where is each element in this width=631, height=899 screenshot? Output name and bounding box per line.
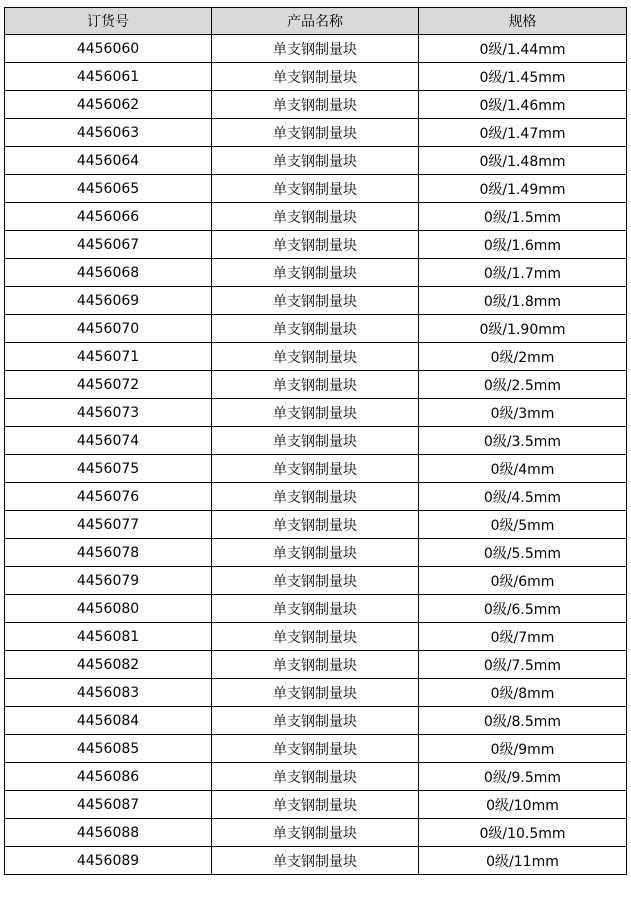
table-row (5, 147, 627, 175)
table-row (5, 735, 627, 763)
order-number-cell: 4456070 (5, 315, 212, 343)
header-specification: 规格 (419, 8, 627, 35)
order-number-cell: 4456086 (5, 763, 212, 791)
product-name-cell: 单支钢制量块 (212, 707, 419, 735)
table-row (5, 791, 627, 819)
product-name-cell: 单支钢制量块 (212, 511, 419, 539)
table-row (5, 847, 627, 875)
product-name-cell: 单支钢制量块 (212, 35, 419, 63)
table-row (5, 819, 627, 847)
table-row (5, 763, 627, 791)
order-number-cell: 4456081 (5, 623, 212, 651)
product-name-cell: 单支钢制量块 (212, 455, 419, 483)
order-number-cell: 4456062 (5, 91, 212, 119)
table-row (5, 91, 627, 119)
table-row (5, 455, 627, 483)
product-name-cell: 单支钢制量块 (212, 819, 419, 847)
product-name-cell: 单支钢制量块 (212, 399, 419, 427)
order-number-cell: 4456061 (5, 63, 212, 91)
table-row (5, 399, 627, 427)
product-name-cell: 单支钢制量块 (212, 847, 419, 875)
table-row (5, 707, 627, 735)
table-row (5, 567, 627, 595)
header-row (5, 8, 627, 35)
specification-cell: 0级/3mm (419, 399, 627, 427)
specification-cell: 0级/1.49mm (419, 175, 627, 203)
table-row (5, 259, 627, 287)
product-name-cell: 单支钢制量块 (212, 175, 419, 203)
specification-cell: 0级/1.6mm (419, 231, 627, 259)
order-number-cell: 4456089 (5, 847, 212, 875)
order-number-cell: 4456065 (5, 175, 212, 203)
table-row (5, 175, 627, 203)
product-name-cell: 单支钢制量块 (212, 567, 419, 595)
specification-cell: 0级/5.5mm (419, 539, 627, 567)
specification-cell: 0级/1.44mm (419, 35, 627, 63)
order-number-cell: 4456071 (5, 343, 212, 371)
product-name-cell: 单支钢制量块 (212, 539, 419, 567)
header-order-number: 订货号 (5, 8, 212, 35)
specification-cell: 0级/6.5mm (419, 595, 627, 623)
order-number-cell: 4456068 (5, 259, 212, 287)
specification-cell: 0级/9mm (419, 735, 627, 763)
product-name-cell: 单支钢制量块 (212, 623, 419, 651)
specification-cell: 0级/1.90mm (419, 315, 627, 343)
table-row (5, 679, 627, 707)
specification-cell: 0级/4.5mm (419, 483, 627, 511)
specification-cell: 0级/10.5mm (419, 819, 627, 847)
product-name-cell: 单支钢制量块 (212, 483, 419, 511)
order-number-cell: 4456060 (5, 35, 212, 63)
specification-cell: 0级/3.5mm (419, 427, 627, 455)
table-row (5, 623, 627, 651)
table-row (5, 63, 627, 91)
product-name-cell: 单支钢制量块 (212, 735, 419, 763)
specification-cell: 0级/1.45mm (419, 63, 627, 91)
table-row (5, 231, 627, 259)
order-number-cell: 4456073 (5, 399, 212, 427)
product-name-cell: 单支钢制量块 (212, 119, 419, 147)
table-row (5, 539, 627, 567)
table-row (5, 287, 627, 315)
specification-cell: 0级/1.7mm (419, 259, 627, 287)
order-number-cell: 4456085 (5, 735, 212, 763)
product-name-cell: 单支钢制量块 (212, 231, 419, 259)
table-body (5, 35, 627, 875)
specification-cell: 0级/2mm (419, 343, 627, 371)
table-row (5, 483, 627, 511)
specification-cell: 0级/1.5mm (419, 203, 627, 231)
product-name-cell: 单支钢制量块 (212, 63, 419, 91)
specification-cell: 0级/1.48mm (419, 147, 627, 175)
order-number-cell: 4456084 (5, 707, 212, 735)
product-name-cell: 单支钢制量块 (212, 763, 419, 791)
table-row (5, 315, 627, 343)
specification-cell: 0级/4mm (419, 455, 627, 483)
order-number-cell: 4456064 (5, 147, 212, 175)
product-name-cell: 单支钢制量块 (212, 679, 419, 707)
order-number-cell: 4456078 (5, 539, 212, 567)
specification-cell: 0级/2.5mm (419, 371, 627, 399)
specification-cell: 0级/1.46mm (419, 91, 627, 119)
product-name-cell: 单支钢制量块 (212, 315, 419, 343)
specification-cell: 0级/11mm (419, 847, 627, 875)
product-name-cell: 单支钢制量块 (212, 371, 419, 399)
product-name-cell: 单支钢制量块 (212, 427, 419, 455)
table-row (5, 651, 627, 679)
product-name-cell: 单支钢制量块 (212, 203, 419, 231)
order-number-cell: 4456072 (5, 371, 212, 399)
header-product-name: 产品名称 (212, 8, 419, 35)
table-row (5, 119, 627, 147)
product-name-cell: 单支钢制量块 (212, 147, 419, 175)
table-row (5, 427, 627, 455)
order-number-cell: 4456080 (5, 595, 212, 623)
table-row (5, 203, 627, 231)
order-number-cell: 4456082 (5, 651, 212, 679)
table-row (5, 511, 627, 539)
specification-cell: 0级/7mm (419, 623, 627, 651)
order-number-cell: 4456076 (5, 483, 212, 511)
order-number-cell: 4456075 (5, 455, 212, 483)
product-name-cell: 单支钢制量块 (212, 791, 419, 819)
order-number-cell: 4456066 (5, 203, 212, 231)
order-number-cell: 4456088 (5, 819, 212, 847)
product-name-cell: 单支钢制量块 (212, 287, 419, 315)
product-name-cell: 单支钢制量块 (212, 595, 419, 623)
product-name-cell: 单支钢制量块 (212, 259, 419, 287)
order-number-cell: 4456067 (5, 231, 212, 259)
table-row (5, 343, 627, 371)
order-number-cell: 4456083 (5, 679, 212, 707)
specification-cell: 0级/9.5mm (419, 763, 627, 791)
order-number-cell: 4456079 (5, 567, 212, 595)
order-number-cell: 4456063 (5, 119, 212, 147)
table-row (5, 595, 627, 623)
specification-cell: 0级/1.47mm (419, 119, 627, 147)
specification-cell: 0级/8mm (419, 679, 627, 707)
product-name-cell: 单支钢制量块 (212, 651, 419, 679)
table-row (5, 35, 627, 63)
product-name-cell: 单支钢制量块 (212, 343, 419, 371)
order-number-cell: 4456077 (5, 511, 212, 539)
specification-cell: 0级/10mm (419, 791, 627, 819)
specification-cell: 0级/6mm (419, 567, 627, 595)
specification-cell: 0级/5mm (419, 511, 627, 539)
table-row (5, 371, 627, 399)
specification-cell: 0级/7.5mm (419, 651, 627, 679)
product-table (4, 7, 627, 875)
order-number-cell: 4456069 (5, 287, 212, 315)
specification-cell: 0级/8.5mm (419, 707, 627, 735)
product-name-cell: 单支钢制量块 (212, 91, 419, 119)
order-number-cell: 4456087 (5, 791, 212, 819)
order-number-cell: 4456074 (5, 427, 212, 455)
specification-cell: 0级/1.8mm (419, 287, 627, 315)
